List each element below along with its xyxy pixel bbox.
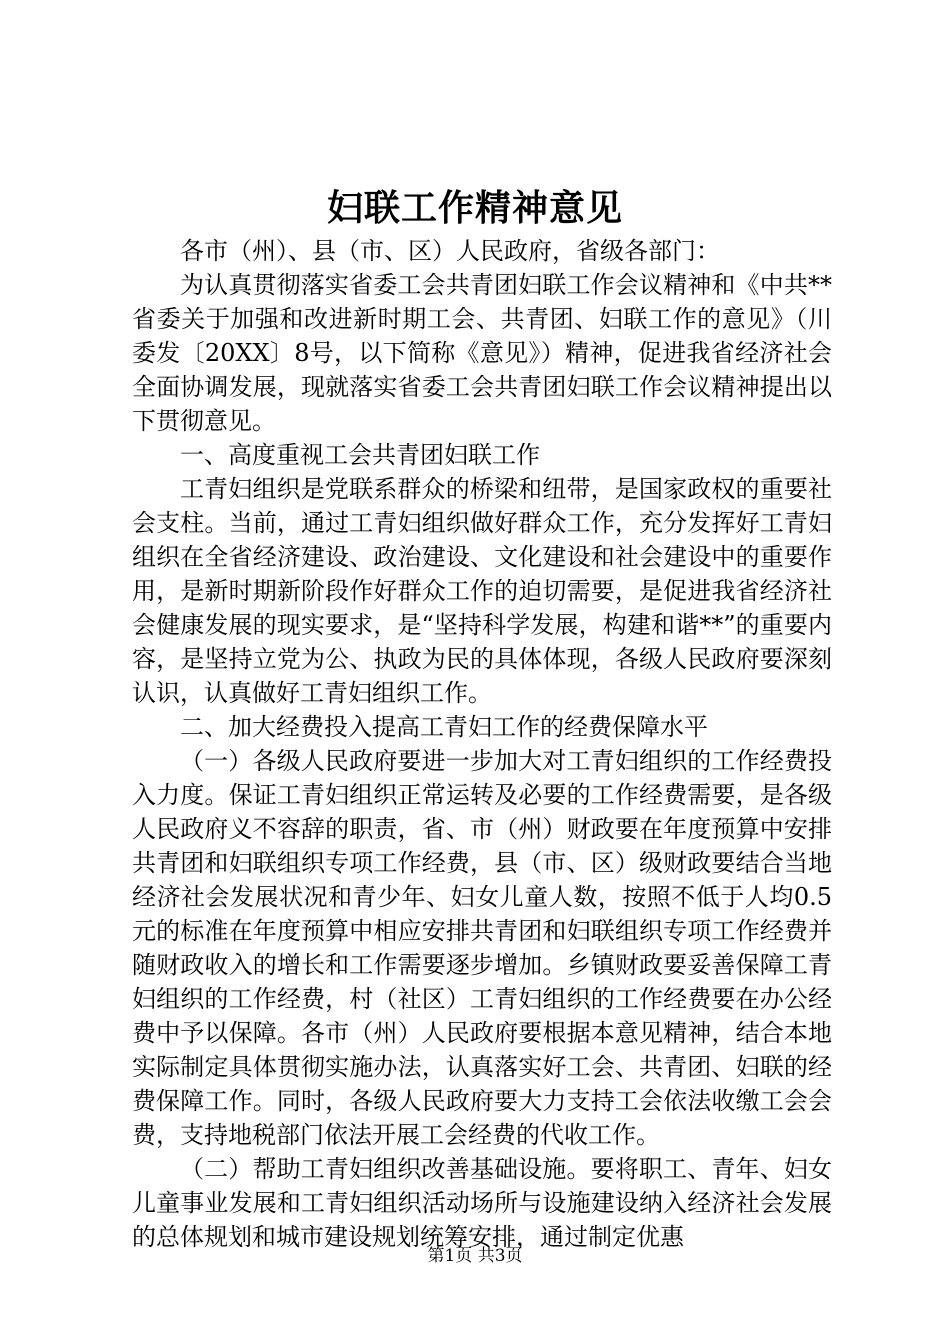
- document-body: [132, 234, 832, 1254]
- section-heading-2: 二、加大经费投入提高工青妇工作的经费保障水平: [180, 713, 708, 741]
- page-footer: 第1页 共3页: [427, 1246, 523, 1266]
- section-2-item-1-paragraph: （一）各级人民政府要进一步加大对工青妇组织的工作经费投入力度。保证工青妇组织正常运转及必要的工作经费需要，是各级人民政府义不容辞的职责，省、市（州）财政要在年度预算中安排共青团和妇联组织专项工作经费，县（市、区）级财政要结合当地经济社会发展状况和青少年、妇女儿童人数，按照不低于人均0.5元的标准在年度预算中相应安排共青团和妇联组织专项工作经费并随财政收入的增长和工作需要逐步增加。乡镇财政要妥善保障工青妇组织的工作经费，村（社区）工青妇组织的工作经费要在办公经费中予以保障。各市（州）人民政府要根据本意见精神，结合本地实际制定具体贯彻实施办法，认真落实好工会、共青团、妇联的经费保障工作。同时，各级人民政府要大力支持工会依法收缴工会会费，支持地税部门依法开展工会经费的代收工作。: [132, 747, 832, 1149]
- salutation-paragraph: 各市（州）、县（市、区）人民政府，省级各部门：: [180, 237, 720, 265]
- section-1-paragraph: 工青妇组织是党联系群众的桥梁和纽带，是国家政权的重要社会支柱。当前，通过工青妇组织做好群众工作，充分发挥好工青妇组织在全省经济建设、政治建设、文化建设和社会建设中的重要作用，是新时期新阶段作好群众工作的迫切需要，是促进我省经济社会健康发展的现实要求，是“坚持科学发展，构建和谐**”的重要内容，是坚持立党为公、执政为民的具体体现，各级人民政府要深刻认识，认真做好工青妇组织工作。: [132, 475, 832, 707]
- section-heading-1: 一、高度重视工会共青团妇联工作: [180, 441, 540, 469]
- intro-paragraph: 为认真贯彻落实省委工会共青团妇联工作会议精神和《中共**省委关于加强和改进新时期工会、共青团、妇联工作的意见》（川委发〔20XX〕8号，以下简称《意见》）精神，促进我省经济社会全面协调发展，现就落实省委工会共青团妇联工作会议精神提出以下贯彻意见。: [132, 271, 832, 435]
- section-2-item-2-paragraph: （二）帮助工青妇组织改善基础设施。要将职工、青年、妇女儿童事业发展和工青妇组织活动场所与设施建设纳入经济社会发展的总体规划和城市建设规划统筹安排，通过制定优惠: [132, 1155, 832, 1251]
- document-title: 妇联工作精神意见: [326, 187, 623, 229]
